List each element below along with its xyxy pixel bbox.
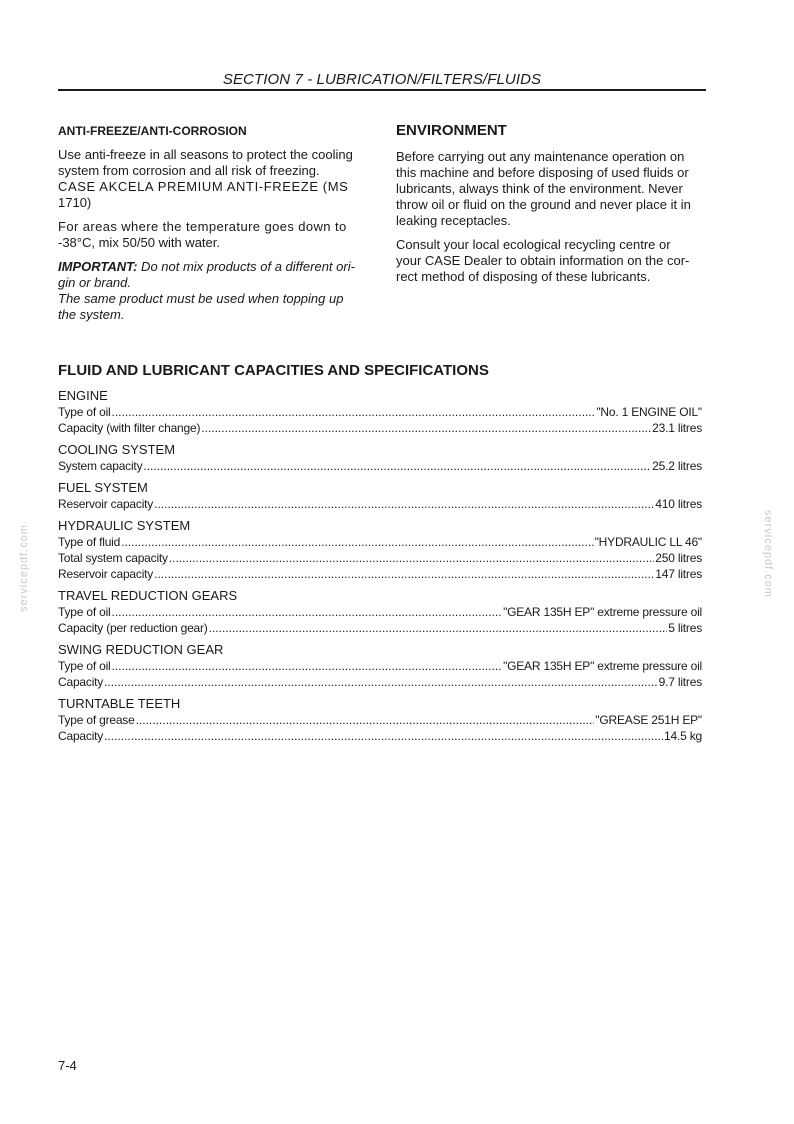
environment-paragraph-2 [396,237,702,285]
text-line: rect method of disposing of these lubricants. [396,269,651,284]
spec-row [58,458,702,474]
antifreeze-heading: ANTI-FREEZE/ANTI-CORROSION [58,124,247,138]
spec-label: Type of fluid [58,535,121,549]
text-line: CASE AKCELA PREMIUM ANTI-FREEZE (MS [58,179,349,194]
watermark-right: servicepdf.com [762,510,774,598]
text-line: The same product must be used when topping up [58,291,344,306]
important-text: Do not mix products of a different ori- [137,259,355,274]
spec-value: "HYDRAULIC LL 46" [594,535,702,549]
spec-row [58,550,702,566]
text-line: leaking receptacles. [396,213,511,228]
dot-leader [112,604,503,620]
spec-value: "No. 1 ENGINE OIL" [596,405,702,419]
spec-row [58,658,702,674]
spec-value: 5 litres [668,621,702,635]
text-line [58,259,364,275]
spec-group-title: HYDRAULIC SYSTEM [58,518,191,533]
antifreeze-paragraph-1 [58,147,364,211]
dot-leader [201,420,651,436]
spec-label: Type of oil [58,605,111,619]
environment-paragraph-1 [396,149,702,229]
spec-row [58,728,702,744]
environment-section [396,122,702,293]
spec-value: 25.2 litres [652,459,702,473]
dot-leader [169,550,654,566]
dot-leader [209,620,668,636]
spec-group-swing-reduction [58,642,702,690]
spec-label: Total system capacity [58,551,168,565]
spec-label: Type of oil [58,659,111,673]
text-line: Before carrying out any maintenance operation on [396,149,685,164]
environment-heading: ENVIRONMENT [396,122,507,139]
spec-group-title: COOLING SYSTEM [58,442,176,457]
text-line: throw oil or fluid on the ground and never place it in [396,197,691,212]
spec-label: Reservoir capacity [58,497,154,511]
spec-value: 23.1 litres [652,421,702,435]
text-line: the system. [58,307,125,322]
spec-value: 9.7 litres [658,675,702,689]
header-rule [58,89,706,91]
spec-group-hydraulic [58,518,702,582]
text-line: Use anti-freeze in all seasons to protect the cooling [58,147,353,162]
spec-group-travel-reduction [58,588,702,636]
spec-label: Type of grease [58,713,135,727]
text-line: this machine and before disposing of used fluids or [396,165,689,180]
spec-row [58,674,702,690]
specs-title: FLUID AND LUBRICANT CAPACITIES AND SPECIFICATIONS [58,362,489,379]
spec-row [58,404,702,420]
spec-row [58,496,702,512]
spec-group-title: TRAVEL REDUCTION GEARS [58,588,238,603]
text-line: system from corrosion and all risk of freezing. [58,163,320,178]
spec-label: System capacity [58,459,143,473]
spec-row [58,604,702,620]
spec-group-title: SWING REDUCTION GEAR [58,642,224,657]
dot-leader [154,566,654,582]
text-line: Consult your local ecological recycling centre or [396,237,671,252]
text-line: your CASE Dealer to obtain information on the cor- [396,253,690,268]
spec-label: Capacity (with filter change) [58,421,201,435]
dot-leader [154,496,654,512]
spec-value: 410 litres [655,497,702,511]
spec-value: 14.5 kg [664,729,702,743]
spec-label: Reservoir capacity [58,567,154,581]
dot-leader [143,458,651,474]
dot-leader [112,404,596,420]
dot-leader [104,674,658,690]
spec-group-title: ENGINE [58,388,108,403]
specs-list [58,388,702,750]
spec-group-fuel [58,480,702,512]
text-line: 1710) [58,195,92,210]
important-note [58,259,364,323]
text-line: gin or brand. [58,275,131,290]
spec-value: "GEAR 135H EP" extreme pressure oil [503,605,702,619]
dot-leader [104,728,663,744]
spec-group-title: TURNTABLE TEETH [58,696,181,711]
spec-row [58,566,702,582]
spec-group-engine [58,388,702,436]
important-label: IMPORTANT: [58,259,138,274]
spec-value: "GREASE 251H EP" [595,713,702,727]
text-line: -38°C, mix 50/50 with water. [58,235,220,250]
watermark-left: servicepdf.com [18,524,30,612]
spec-row [58,420,702,436]
spec-label: Capacity [58,729,104,743]
antifreeze-section [58,123,364,331]
spec-label: Type of oil [58,405,111,419]
antifreeze-paragraph-2 [58,219,364,251]
section-header: SECTION 7 - LUBRICATION/FILTERS/FLUIDS [222,71,542,88]
dot-leader [112,658,503,674]
page-number: 7-4 [58,1058,77,1073]
dot-leader [136,712,595,728]
spec-group-title: FUEL SYSTEM [58,480,148,495]
dot-leader [121,534,594,550]
spec-value: 147 litres [655,567,702,581]
spec-label: Capacity [58,675,104,689]
text-line: lubricants, always think of the environment. Never [396,181,683,196]
spec-row [58,534,702,550]
spec-row [58,620,702,636]
spec-value: 250 litres [655,551,702,565]
spec-value: "GEAR 135H EP" extreme pressure oil [503,659,702,673]
spec-group-cooling [58,442,702,474]
spec-group-turntable-teeth [58,696,702,744]
spec-row [58,712,702,728]
spec-label: Capacity (per reduction gear) [58,621,208,635]
text-line: For areas where the temperature goes down to [58,219,347,234]
